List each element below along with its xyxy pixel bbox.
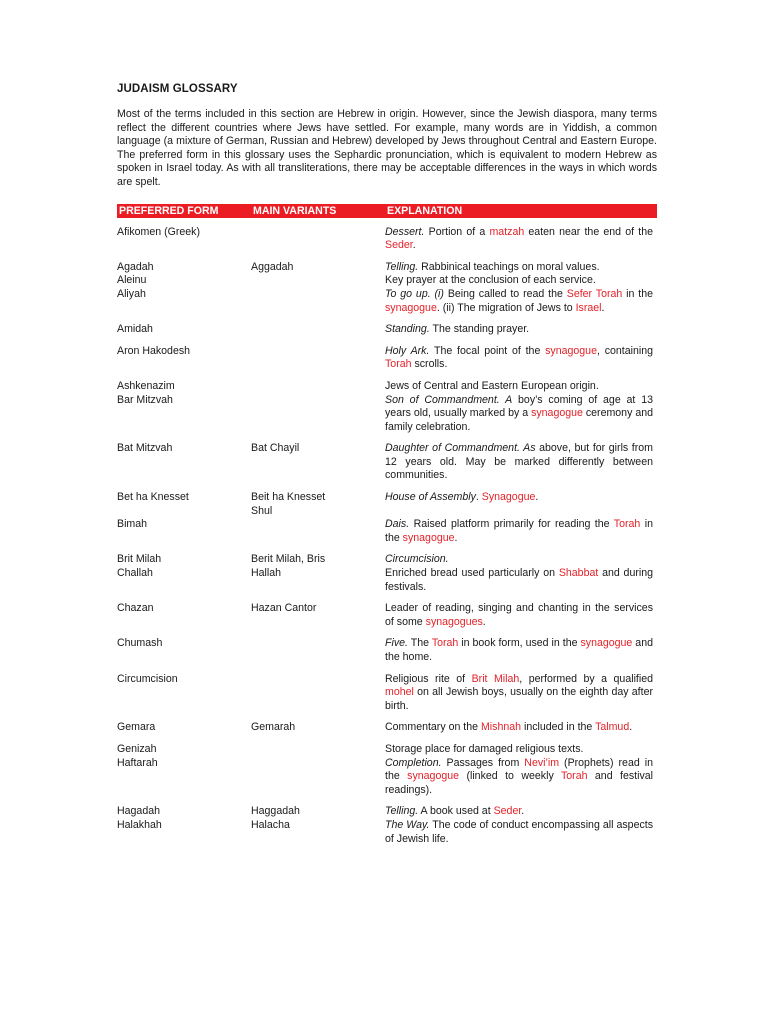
glossary-term-link: Seder [385, 239, 413, 252]
explanation-text: The focal point of the [429, 344, 546, 357]
variants-cell [251, 394, 385, 435]
term-cell: Ashkenazim [117, 379, 175, 392]
term-cell: Chazan [117, 602, 154, 615]
table-header [117, 204, 657, 218]
explanation-text: The Way. [385, 818, 430, 831]
explanation-text: Circumcision. [385, 553, 449, 566]
header-preferred-form: PREFERRED FORM [117, 204, 251, 218]
table-row [117, 665, 657, 714]
table-row [117, 253, 657, 275]
glossary-term-link: Sefer Torah [566, 287, 623, 300]
explanation-text: Son of Commandment. A [385, 393, 513, 406]
explanation-text: above, but for girls from 12 years old. May be marked differently between communities. [385, 442, 653, 482]
explanation-text: Raised platform primarily for reading the [409, 518, 614, 531]
explanation-text: The standing prayer. [429, 323, 530, 336]
glossary-term-link: Synagogue [481, 491, 536, 504]
explanation-cell [385, 713, 657, 735]
explanation-cell [385, 518, 657, 545]
explanation-text: Dessert. [385, 225, 425, 238]
glossary-term-link: Torah [613, 518, 641, 531]
table-row [117, 797, 657, 819]
term-cell: Haftarah [117, 756, 158, 769]
glossary-term-link: Nevi’im [524, 756, 560, 769]
explanation-text: Leader of reading, singing and chanting in the services of some [385, 602, 653, 628]
term-cell: Bat Mitzvah [117, 442, 173, 455]
glossary-term-link: mohel [385, 686, 414, 699]
explanation-text: Enriched bread used particularly on [385, 567, 559, 580]
explanation-text: Rabbinical teachings on moral values. [418, 260, 600, 273]
glossary-term-link: synagogues [425, 615, 483, 628]
explanation-text: . [535, 491, 539, 504]
table-row [117, 434, 657, 483]
table-row [117, 757, 657, 798]
explanation-cell [385, 797, 657, 819]
explanation-cell [385, 288, 657, 315]
explanation-text: Holy Ark. [385, 344, 430, 357]
variants-cell: Halacha [251, 818, 290, 831]
explanation-text: . [412, 239, 416, 252]
table-row [117, 483, 657, 518]
explanation-text: . [482, 615, 486, 628]
explanation-text: Dais. [385, 518, 410, 531]
explanation-cell [385, 372, 657, 394]
glossary-term-link: Mishnah [480, 721, 522, 734]
term-cell: Bet ha Knesset [117, 491, 189, 504]
table-row [117, 629, 657, 664]
variants-cell [251, 288, 385, 315]
variants-cell: Beit ha Knesset Shul [251, 491, 326, 517]
table-row [117, 735, 657, 757]
explanation-text: in book form, used in the [458, 637, 581, 650]
header-explanation: EXPLANATION [385, 204, 657, 218]
explanation-text: . [454, 531, 458, 544]
explanation-cell [385, 218, 657, 253]
explanation-text: Jews of Central and Eastern European origin. [385, 379, 599, 392]
explanation-text: Being called to read the [443, 287, 567, 300]
explanation-text: Standing. [385, 323, 430, 336]
glossary-term-link: synagogue [385, 301, 437, 314]
variants-cell [251, 629, 385, 664]
glossary-term-link: Talmud [595, 721, 630, 734]
glossary-term-link: Israel [575, 301, 602, 314]
explanation-text: Storage place for damaged religious texts. [385, 742, 584, 755]
variants-cell: Gemarah [251, 721, 296, 734]
variants-cell: Bat Chayil [251, 442, 300, 455]
explanation-cell [385, 594, 657, 629]
explanation-text: ceremony and family celebration. [385, 407, 653, 433]
explanation-text: (linked to weekly [459, 770, 561, 783]
table-row [117, 545, 657, 567]
term-cell: Bimah [117, 518, 148, 531]
table-row [117, 218, 657, 253]
glossary-term-link: synagogue [580, 637, 633, 650]
glossary-table [117, 204, 657, 847]
variants-cell [251, 274, 385, 288]
explanation-cell [385, 394, 657, 435]
explanation-text: House of Assembly [385, 491, 476, 504]
explanation-text: Five. [385, 637, 408, 650]
explanation-text: Religious rite of [385, 672, 472, 685]
table-row [117, 288, 657, 315]
term-cell: Amidah [117, 323, 153, 336]
explanation-cell [385, 665, 657, 714]
explanation-cell [385, 545, 657, 567]
table-row [117, 394, 657, 435]
explanation-text: scrolls. [411, 358, 448, 371]
variants-cell [251, 372, 385, 394]
term-cell: Bar Mitzvah [117, 393, 173, 406]
table-row [117, 337, 657, 372]
explanation-text: and during festivals. [385, 567, 653, 593]
explanation-text: Portion of a [424, 225, 490, 238]
term-cell: Hagadah [117, 805, 161, 818]
explanation-cell [385, 337, 657, 372]
explanation-text: Daughter of Commandment. As [385, 442, 536, 455]
table-row [117, 567, 657, 594]
variants-cell [251, 337, 385, 372]
table-row [117, 518, 657, 545]
explanation-text: . [629, 721, 633, 734]
variants-cell: Aggadah [251, 260, 294, 273]
table-row [117, 274, 657, 288]
explanation-cell [385, 629, 657, 664]
glossary-term-link: matzah [489, 225, 525, 238]
variants-cell: Hallah [251, 567, 282, 580]
explanation-cell [385, 274, 657, 288]
table-row [117, 372, 657, 394]
explanation-text: Telling. [385, 805, 419, 818]
table-row [117, 819, 657, 846]
term-cell: Chumash [117, 637, 163, 650]
explanation-text: . [601, 301, 605, 314]
explanation-text: The code of conduct encompassing all aspects of Jewish life. [385, 818, 653, 845]
intro-paragraph: Most of the terms included in this section are Hebrew in origin. However, since the Jewish diaspora, many terms reflect the different countries where Jews have settled. For example, many words are in Yiddish, a common language (a mixture of German, Russian and Hebrew) developed by Jews throughout Central and Eastern Europe. The preferred form in this glossary uses the Sephardic pronunciation, which is equivalent to modern Hebrew as spoken in Israel today. As with all transliterations, there may be acceptable differences in the ways in which words are spelt. [117, 108, 657, 188]
glossary-term-link: Brit Milah [471, 672, 520, 685]
explanation-text: Commentary on the [385, 721, 481, 734]
term-cell: Challah [117, 567, 153, 580]
explanation-text: in the [385, 518, 653, 544]
explanation-cell [385, 315, 657, 337]
explanation-text: To go up. (i) [385, 287, 444, 300]
explanation-text: included in the [521, 721, 596, 734]
term-cell: Genizah [117, 742, 157, 755]
glossary-term-link: synagogue [402, 531, 455, 544]
explanation-text: A book used at [418, 805, 494, 818]
glossary-term-link: synagogue [531, 407, 583, 420]
explanation-text: and the home. [385, 637, 653, 663]
variants-cell [251, 735, 385, 757]
explanation-cell [385, 434, 657, 483]
glossary-term-link: synagogue [407, 770, 460, 783]
term-cell: Aron Hakodesh [117, 344, 191, 357]
glossary-term-link: synagogue [545, 344, 597, 357]
variants-cell: Berit Milah, Bris [251, 553, 326, 566]
glossary-term-link: Shabbat [558, 567, 599, 580]
table-row [117, 713, 657, 735]
explanation-text: . [521, 805, 525, 818]
explanation-text: boy’s coming of age at 13 years old, usually marked by a [385, 393, 653, 420]
explanation-cell [385, 567, 657, 594]
table-body [117, 218, 657, 847]
explanation-text: eaten near the end of the [524, 225, 653, 238]
term-cell: Halakhah [117, 818, 162, 831]
explanation-cell [385, 757, 657, 798]
explanation-text: Telling. [385, 260, 419, 273]
variants-cell [251, 218, 385, 253]
term-cell: Aleinu [117, 274, 147, 287]
table-row [117, 594, 657, 629]
explanation-text: in the [622, 287, 654, 300]
term-cell: Gemara [117, 721, 156, 734]
explanation-text: (Prophets) read in the [385, 756, 653, 783]
header-main-variants: MAIN VARIANTS [251, 204, 385, 218]
table-row [117, 315, 657, 337]
variants-cell [251, 518, 385, 545]
variants-cell: Hazan Cantor [251, 602, 317, 615]
explanation-text: . [475, 491, 482, 504]
variants-cell [251, 665, 385, 714]
variants-cell [251, 757, 385, 798]
glossary-term-link: Seder [493, 805, 522, 818]
term-cell: Brit Milah [117, 553, 162, 566]
explanation-cell [385, 819, 657, 846]
explanation-text: , containing [596, 344, 653, 357]
explanation-text: The [407, 637, 432, 650]
explanation-text: Key prayer at the conclusion of each service. [385, 274, 596, 287]
explanation-text: on all Jewish boys, usually on the eighth day after birth. [385, 686, 653, 712]
page-title: JUDAISM GLOSSARY [117, 83, 238, 95]
term-cell: Afikomen (Greek) [117, 225, 201, 238]
term-cell: Circumcision [117, 672, 178, 685]
explanation-text: . (ii) The migration of Jews to [436, 301, 576, 314]
explanation-cell [385, 483, 657, 518]
explanation-text: Passages from [441, 756, 525, 769]
glossary-page [117, 83, 657, 846]
glossary-term-link: Torah [431, 637, 459, 650]
explanation-text: Completion. [385, 756, 442, 769]
term-cell: Agadah [117, 260, 154, 273]
variants-cell [251, 315, 385, 337]
explanation-cell [385, 735, 657, 757]
explanation-text: and festival readings). [385, 770, 653, 796]
explanation-cell [385, 253, 657, 275]
variants-cell: Haggadah [251, 805, 300, 818]
glossary-term-link: Torah [560, 770, 588, 783]
term-cell: Aliyah [117, 287, 146, 300]
explanation-text: , performed by a qualified [519, 672, 654, 685]
glossary-term-link: Torah [385, 358, 412, 371]
